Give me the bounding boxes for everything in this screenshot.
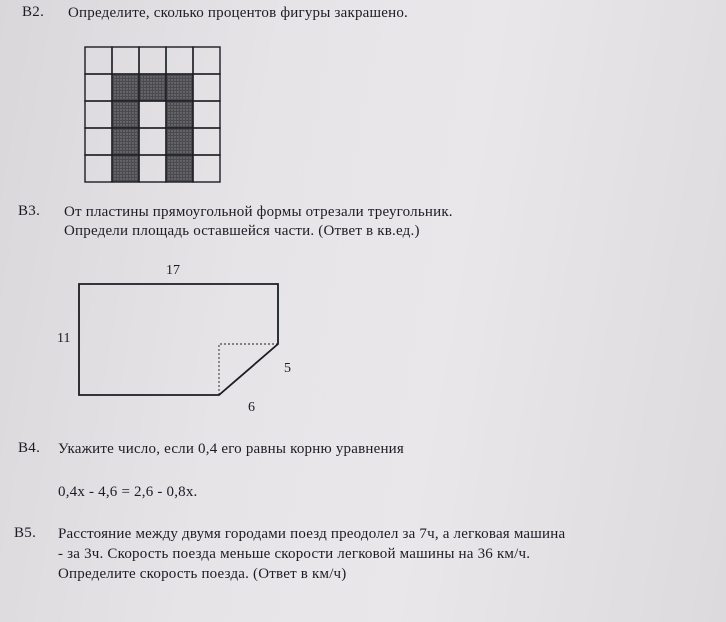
b3-question-line1: От пластины прямоугольной формы отрезали треугольник.: [64, 204, 453, 220]
b4-question: Укажите число, если 0,4 его равны корню уравнения: [58, 441, 405, 457]
dim-top: 17: [166, 263, 180, 278]
plate-outline: [79, 284, 278, 395]
b3-question-line2: Определи площадь оставшейся части. (Ответ в кв.ед.): [64, 223, 420, 239]
dim-diagonal: 5: [284, 361, 291, 376]
b2-label: B2.: [22, 4, 45, 20]
b2-question: Определите, сколько процентов фигуры закрашено.: [68, 5, 408, 21]
b5-question-line1: Расстояние между двумя городами поезд преодолел за 7ч, а легковая машина: [58, 526, 566, 542]
b5-question-line2: - за 3ч. Скорость поезда меньше скорости легковой машины на 36 км/ч.: [58, 546, 531, 562]
b5-label: B5.: [14, 525, 37, 541]
b5-question-line3: Определите скорость поезда. (Ответ в км/ч): [58, 566, 347, 582]
dim-bottom: 6: [248, 400, 255, 415]
b4-equation: 0,4x - 4,6 = 2,6 - 0,8x.: [58, 484, 198, 500]
b4-label: B4.: [18, 440, 41, 456]
dim-left: 11: [57, 331, 71, 346]
b3-label: B3.: [18, 203, 41, 219]
